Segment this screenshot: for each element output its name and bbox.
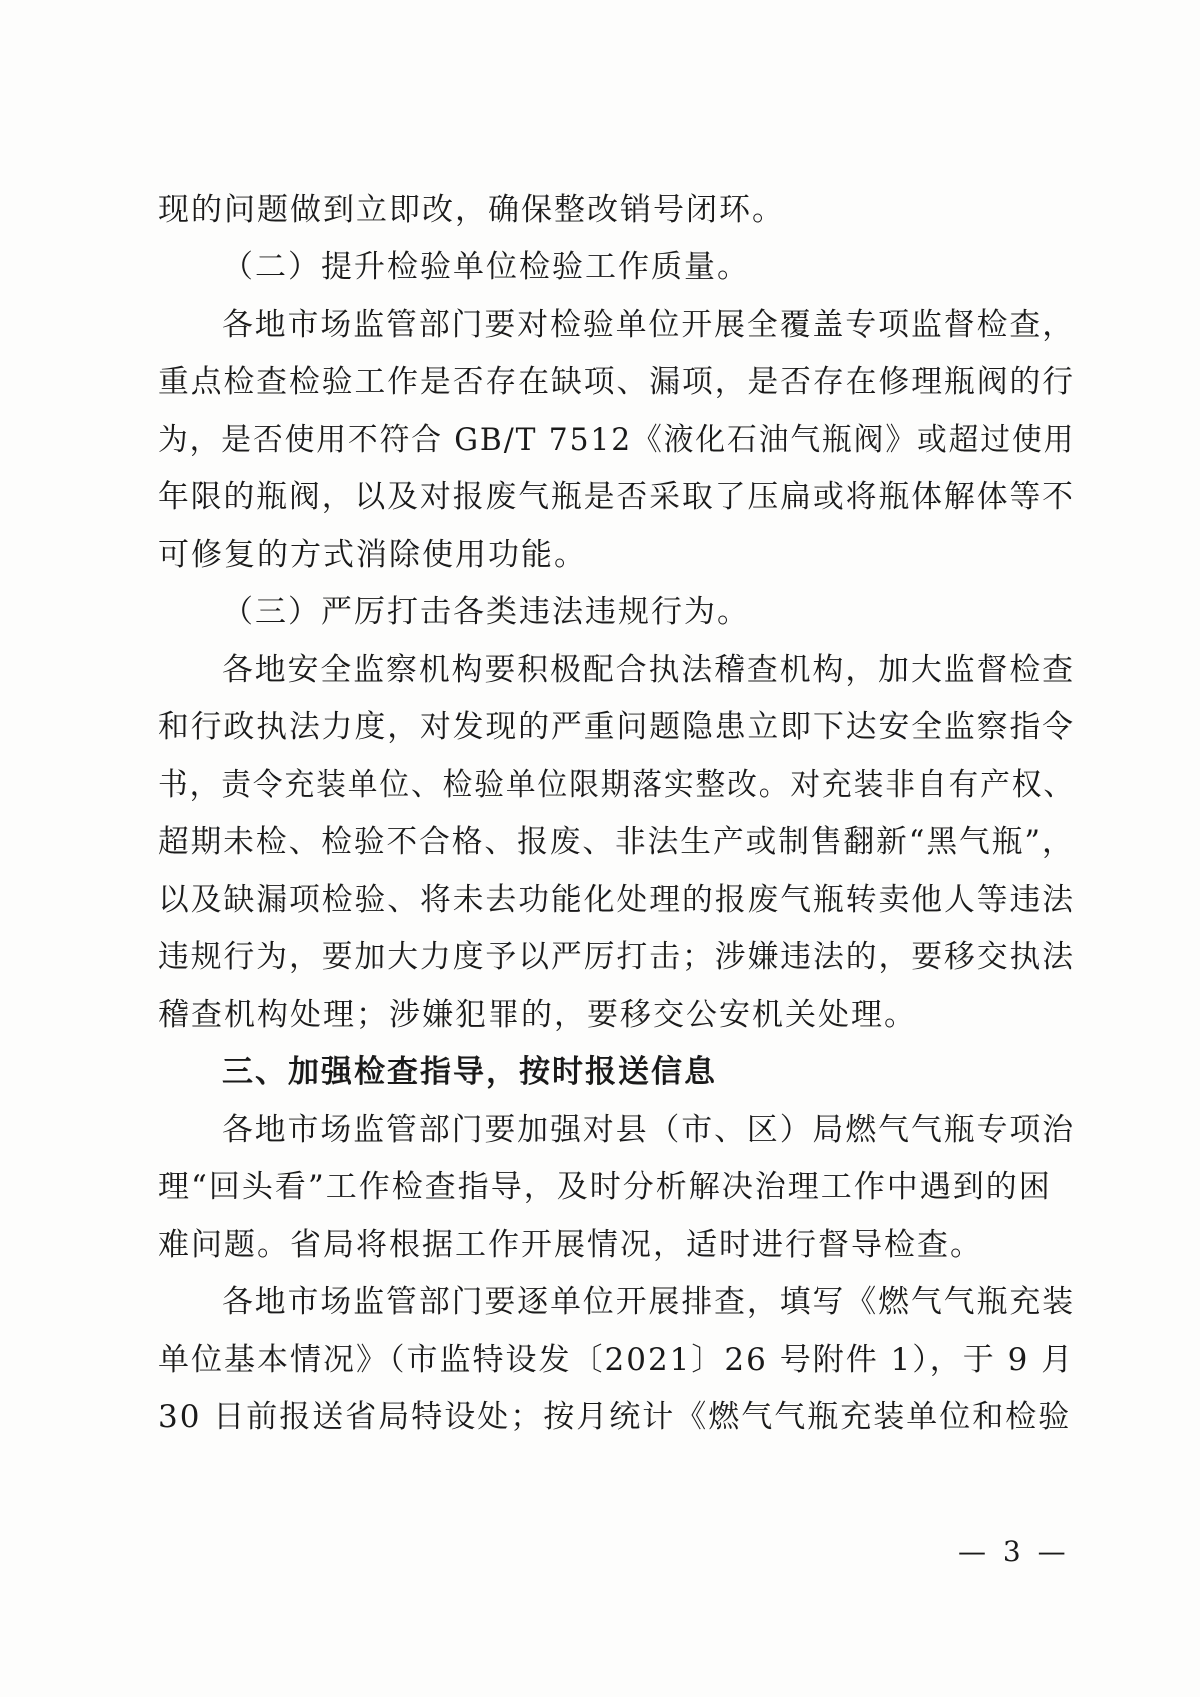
section-heading: 三、加强检查指导，按时报送信息 <box>222 1054 717 1090</box>
paragraph-line: 可修复的方式消除使用功能。 <box>158 537 587 573</box>
subsection-heading: （三）严厉打击各类违法违规行为。 <box>222 594 750 630</box>
paragraph-line: 难问题。省局将根据工作开展情况，适时进行督导检查。 <box>158 1227 983 1263</box>
paragraph-line: 现的问题做到立即改，确保整改销号闭环。 <box>158 192 785 228</box>
paragraph-line: 和行政执法力度，对发现的严重问题隐患立即下达安全监察指令 <box>158 709 1075 745</box>
page-number: — 3 — <box>958 1535 1070 1568</box>
paragraph-line: 重点检查检验工作是否存在缺项、漏项，是否存在修理瓶阀的行 <box>158 364 1075 400</box>
paragraph-line: 以及缺漏项检验、将未去功能化处理的报废气瓶转卖他人等违法 <box>158 882 1075 918</box>
paragraph-line: 30 日前报送省局特设处；按月统计《燃气气瓶充装单位和检验 <box>158 1399 1072 1435</box>
paragraph-line: 稽查机构处理；涉嫌犯罪的，要移交公安机关处理。 <box>158 997 917 1033</box>
paragraph-line: 各地市场监管部门要加强对县（市、区）局燃气气瓶专项治 <box>222 1112 1076 1148</box>
paragraph-line: 书，责令充装单位、检验单位限期落实整改。对充装非自有产权、 <box>158 767 1075 803</box>
paragraph-line: 各地市场监管部门要对检验单位开展全覆盖专项监督检查， <box>222 307 1076 343</box>
paragraph-line: 理“回头看”工作检查指导，及时分析解决治理工作中遇到的困 <box>158 1169 1052 1205</box>
paragraph-line: 各地安全监察机构要积极配合执法稽查机构，加大监督检查 <box>222 652 1076 688</box>
subsection-heading: （二）提升检验单位检验工作质量。 <box>222 249 750 285</box>
paragraph-line: 各地市场监管部门要逐单位开展排查，填写《燃气气瓶充装 <box>222 1284 1076 1320</box>
paragraph-line: 违规行为，要加大力度予以严厉打击；涉嫌违法的，要移交执法 <box>158 939 1075 975</box>
paragraph-line: 为，是否使用不符合 GB/T 7512《液化石油气瓶阀》或超过使用 <box>158 422 1076 458</box>
paragraph-line: 单位基本情况》（市监特设发〔2021〕26 号附件 1），于 9 月 <box>158 1342 1075 1378</box>
paragraph-line: 超期未检、检验不合格、报废、非法生产或制售翻新“黑气瓶”， <box>158 824 1075 860</box>
paragraph-line: 年限的瓶阀，以及对报废气瓶是否采取了压扁或将瓶体解体等不 <box>158 479 1075 515</box>
